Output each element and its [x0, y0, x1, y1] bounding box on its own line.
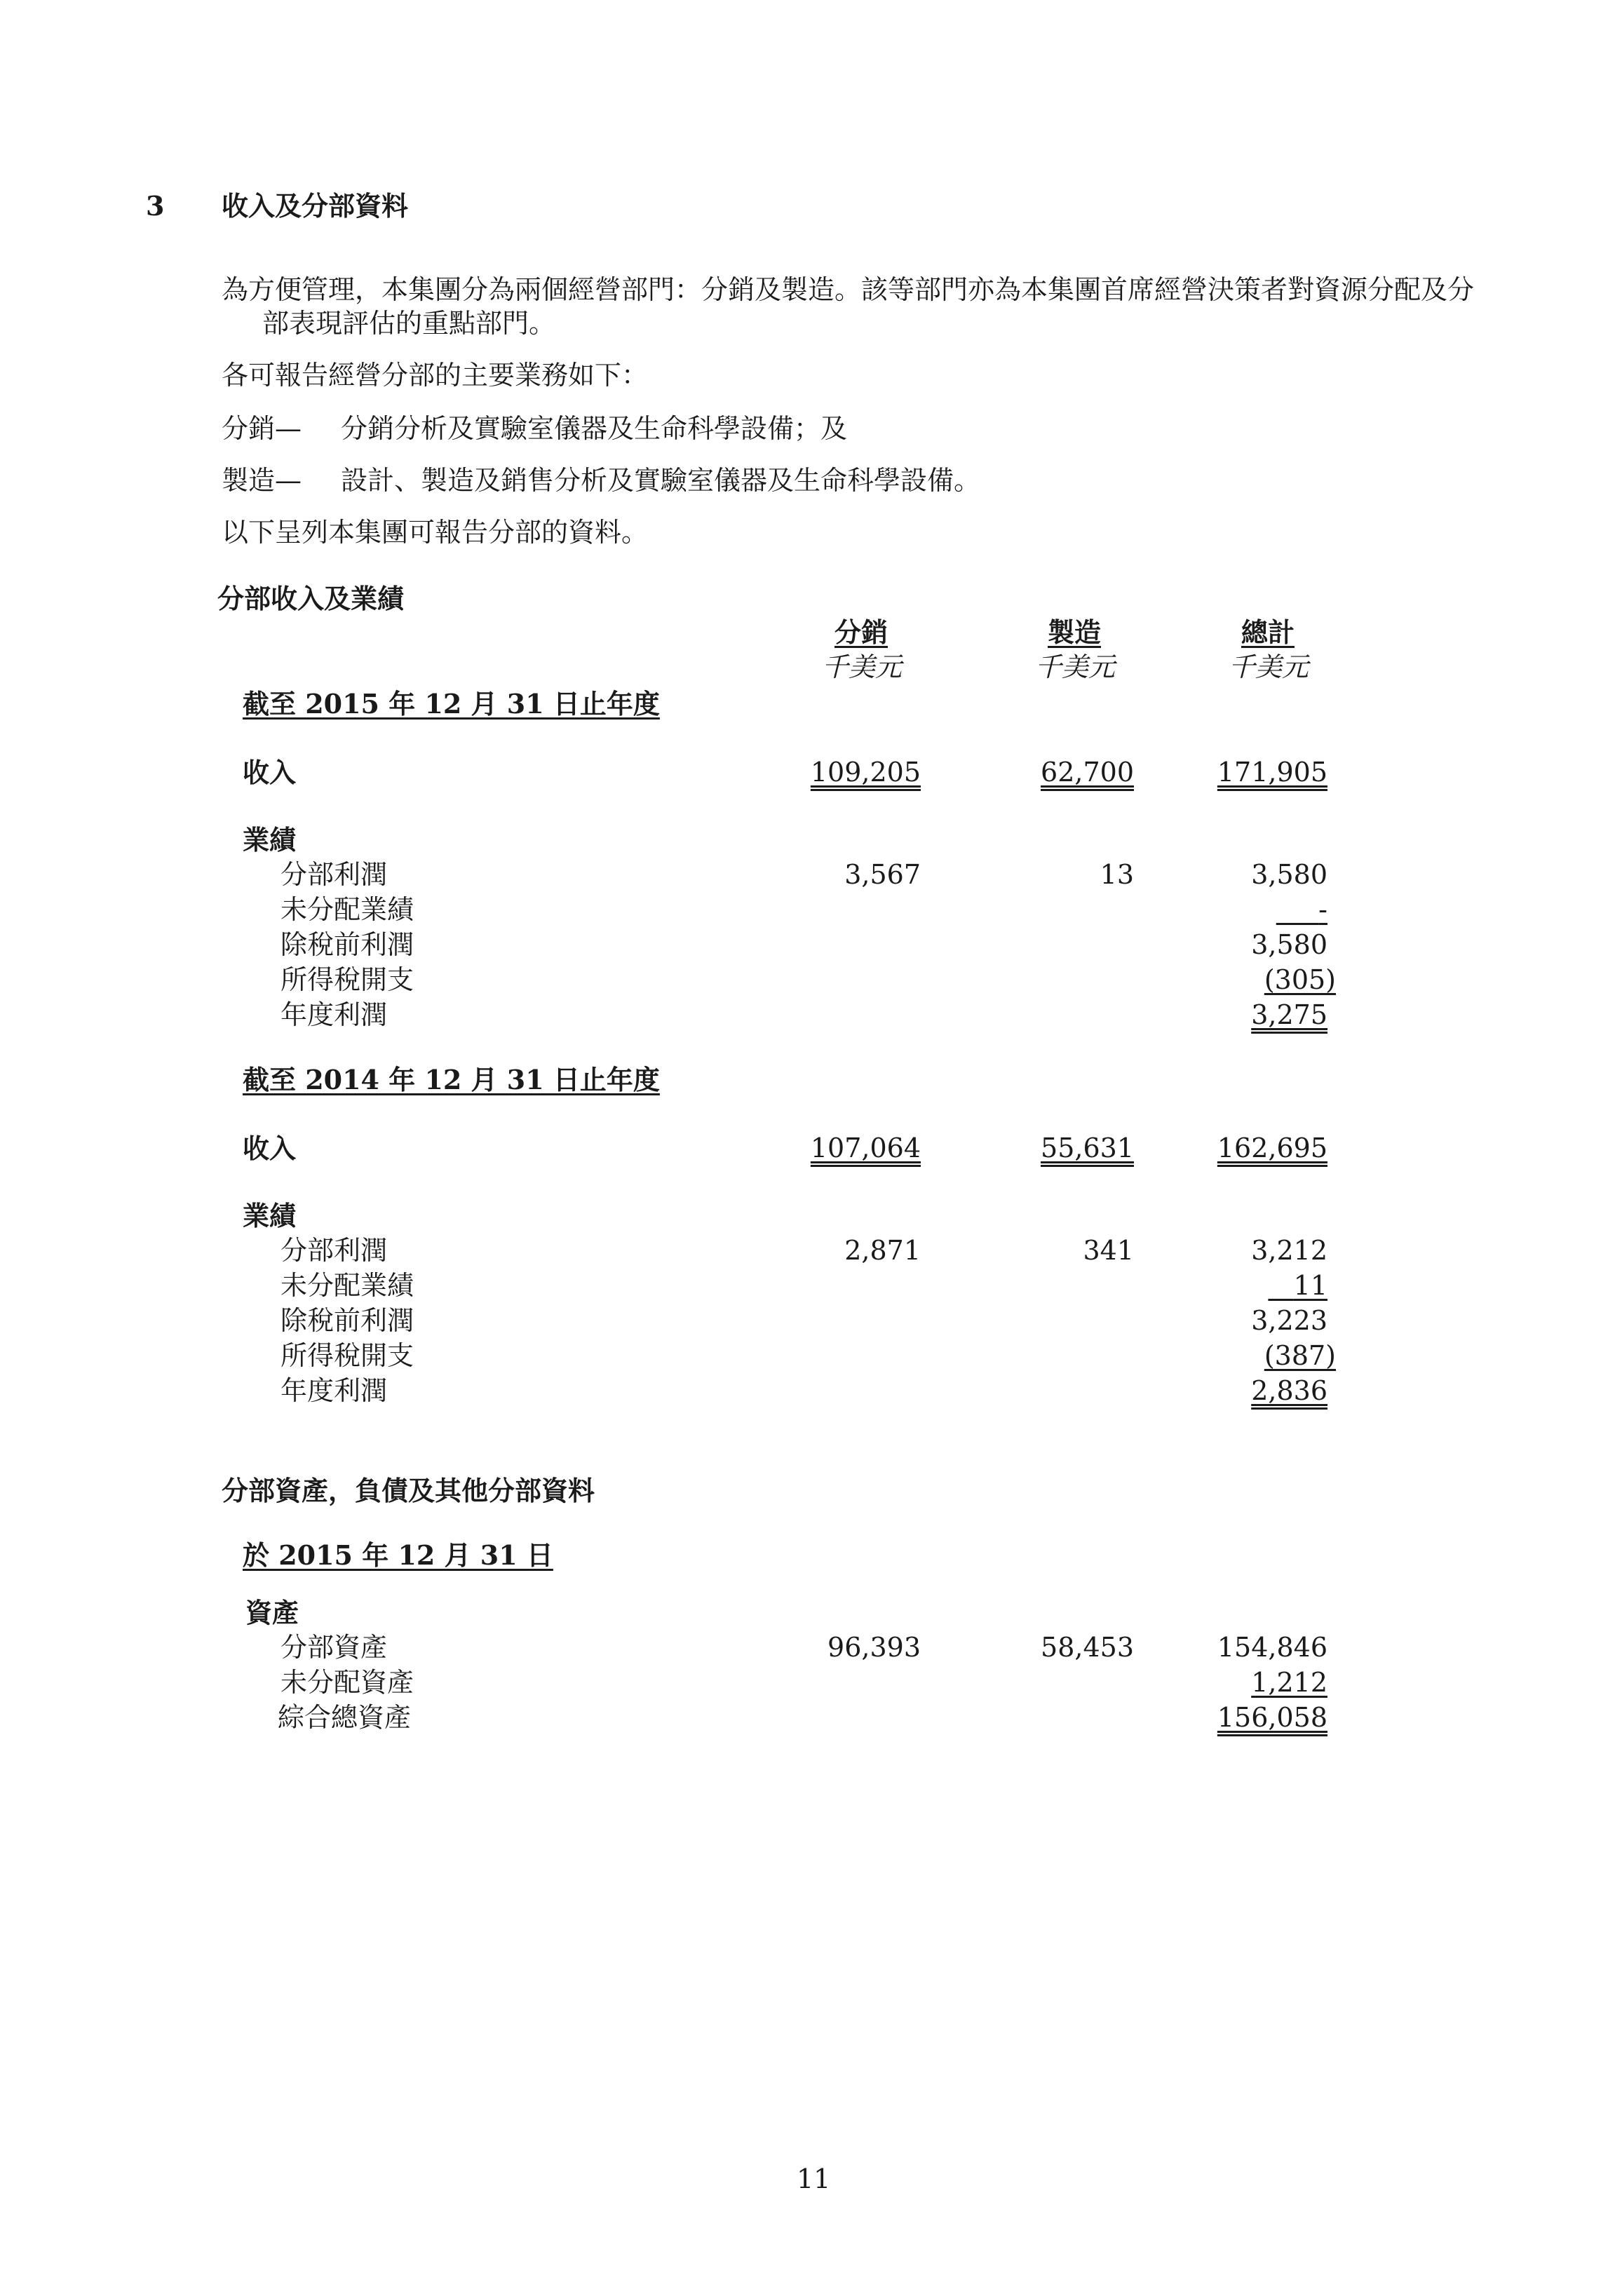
total-assets-total: 156,058	[1217, 1702, 1327, 1733]
column-unit-distribution: 千美元	[822, 651, 903, 682]
tax-2014-total: (387)	[1264, 1340, 1336, 1371]
pbt-2015-total: 3,580	[1251, 929, 1327, 960]
intro-paragraph-3: 以下呈列本集團可報告分部的資料。	[222, 517, 649, 548]
unallocated-label-2014: 未分配業績	[281, 1270, 414, 1301]
unallocated-2015-total	[1276, 895, 1327, 926]
revenue-2015-total: 171,905	[1217, 757, 1327, 788]
assets-label: 資產	[245, 1597, 299, 1628]
revenue-label-2015: 收入	[243, 757, 297, 788]
results-label-2015: 業績	[243, 824, 297, 856]
segment-term-distribution: 分銷—	[222, 413, 302, 444]
segment-profit-2014-manufacturing: 341	[1083, 1235, 1134, 1266]
revenue-2014-total: 162,695	[1217, 1133, 1327, 1163]
profit-label-2014: 年度利潤	[281, 1375, 388, 1406]
intro-paragraph-line-1: 為方便管理，本集團分為兩個經營部門：分銷及製造。該等部門亦為本集團首席經營決策者對資源分配及分	[222, 274, 1475, 305]
column-header-manufacturing: 製造	[1048, 616, 1102, 648]
total-assets-label: 綜合總資產	[278, 1702, 412, 1733]
revenue-2015-manufacturing: 62,700	[1041, 757, 1134, 788]
results-label-2014: 業績	[243, 1200, 297, 1231]
segment-profit-2014-distribution: 2,871	[844, 1235, 921, 1266]
tax-2015-total: (305)	[1264, 964, 1336, 995]
unallocated-2015-value: -	[1318, 894, 1327, 925]
revenue-2015-distribution: 109,205	[810, 757, 921, 788]
segment-profit-2015-manufacturing: 13	[1100, 859, 1134, 890]
tax-label-2015: 所得稅開支	[281, 964, 414, 995]
column-unit-manufacturing: 千美元	[1035, 651, 1116, 682]
page-number: 11	[797, 2163, 831, 2194]
intro-paragraph-line-2: 部表現評估的重點部門。	[262, 308, 556, 339]
section-title: 收入及分部資料	[222, 190, 409, 222]
segment-desc-manufacturing: 設計、製造及銷售分析及實驗室儀器及生命科學設備。	[341, 465, 981, 496]
segment-assets-heading: 分部資產，負債及其他分部資料	[222, 1475, 595, 1506]
pbt-2014-total: 3,223	[1251, 1305, 1327, 1336]
period-2014-title: 截至 2014 年 12 月 31 日止年度	[243, 1064, 660, 1095]
revenue-2014-distribution: 107,064	[810, 1133, 921, 1163]
segment-profit-2015-total: 3,580	[1251, 859, 1327, 890]
segment-assets-total: 154,846	[1217, 1632, 1327, 1663]
column-header-total: 總計	[1241, 616, 1295, 648]
segment-term-manufacturing: 製造—	[222, 465, 302, 496]
section-number: 3	[146, 190, 165, 222]
profit-2014-total: 2,836	[1251, 1375, 1327, 1406]
segment-profit-2015-distribution: 3,567	[844, 859, 921, 890]
column-header-distribution: 分銷	[834, 616, 888, 648]
pbt-label-2014: 除稅前利潤	[281, 1305, 414, 1336]
segment-assets-label: 分部資產	[281, 1632, 388, 1663]
unallocated-label-2015: 未分配業績	[281, 894, 414, 925]
unallocated-assets-total: 1,212	[1251, 1667, 1327, 1698]
revenue-label-2014: 收入	[243, 1133, 297, 1164]
segment-desc-distribution: 分銷分析及實驗室儀器及生命科學設備；及	[341, 413, 848, 444]
unallocated-2014-value: 11	[1293, 1270, 1327, 1301]
unallocated-assets-label: 未分配資產	[281, 1667, 414, 1698]
segment-results-heading: 分部收入及業績	[217, 583, 405, 614]
segment-assets-manufacturing: 58,453	[1041, 1632, 1134, 1663]
period-2015-title: 截至 2015 年 12 月 31 日止年度	[243, 688, 660, 720]
profit-label-2015: 年度利潤	[281, 999, 388, 1030]
pbt-label-2015: 除稅前利潤	[281, 929, 414, 960]
segment-assets-distribution: 96,393	[827, 1632, 921, 1663]
tax-label-2014: 所得稅開支	[281, 1340, 414, 1371]
revenue-2014-manufacturing: 55,631	[1041, 1133, 1134, 1163]
segment-profit-label-2014: 分部利潤	[281, 1235, 388, 1266]
assets-date-title: 於 2015 年 12 月 31 日	[243, 1539, 553, 1571]
unallocated-2014-total	[1268, 1271, 1327, 1302]
segment-profit-2014-total: 3,212	[1251, 1235, 1327, 1266]
column-unit-total: 千美元	[1229, 651, 1309, 682]
segment-profit-label-2015: 分部利潤	[281, 859, 388, 890]
profit-2015-total: 3,275	[1251, 999, 1327, 1030]
intro-paragraph-2: 各可報告經營分部的主要業務如下：	[222, 360, 649, 391]
